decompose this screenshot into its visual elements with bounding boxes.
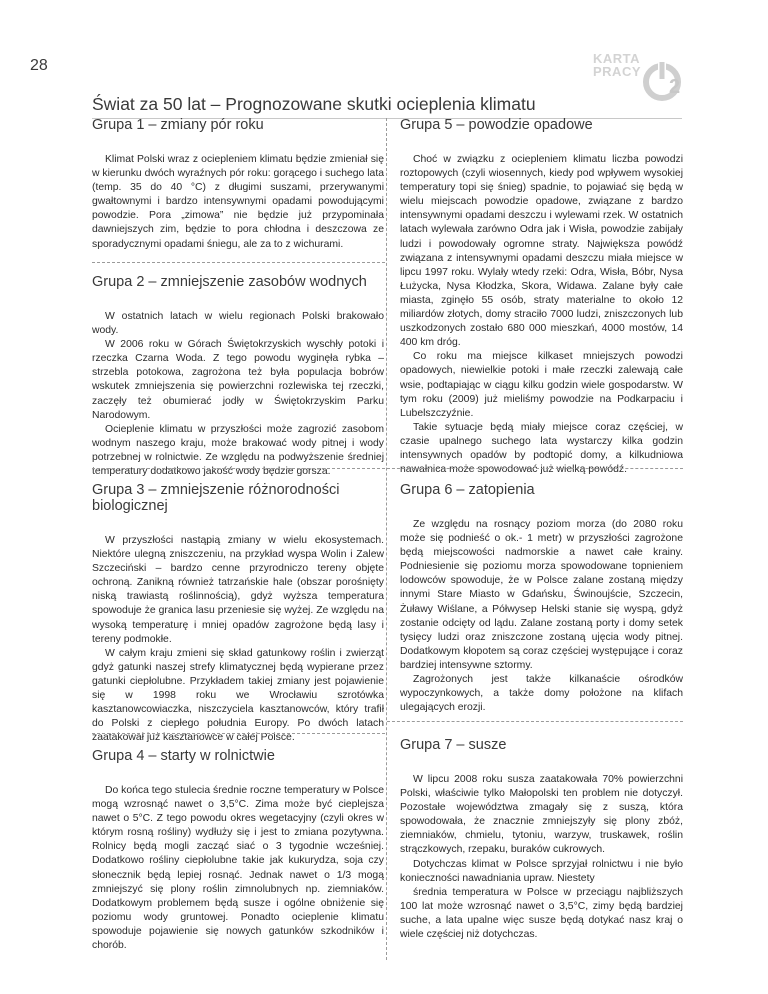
section-group-7: [400, 737, 683, 942]
section-body: [400, 518, 683, 715]
section-body: [400, 153, 683, 477]
section-title: Grupa 1 – zmiany pór roku: [92, 117, 264, 133]
section-group-5: [400, 117, 683, 477]
section-group-4: [92, 748, 384, 953]
section-separator: [387, 468, 683, 469]
column-divider: [386, 118, 387, 960]
section-body: [92, 534, 384, 745]
section-separator: [387, 721, 683, 722]
paragraph: W przyszłości nastąpią zmiany w wielu ekosystemach. Niektóre ulegną zniszczeniu, na przykład wyspa Wolin i Zalew Szczeciński – bardzo cenne przyrodniczo tereny objęte ochroną. Zanikną również tatrzańskie hale (obszar porośnięty niską trawiastą roślinnością), gdyż wyższa temperatura spowoduje że granica lasu przeniesie się wyżej. Ze względu na wysoką temperaturę i mniej opadów zagrożone będą lasy i tereny podmokłe.: [92, 535, 384, 645]
section-title: Grupa 4 – starty w rolnictwie: [92, 748, 275, 764]
paragraph: Zagrożonych jest także kilkanaście ośrodków wypoczynkowych, a także domy położone na klifach ulegających erozji.: [400, 674, 683, 714]
badge-number: 2: [669, 76, 681, 98]
section-title: Grupa 6 – zatopienia: [400, 482, 535, 498]
badge-label: [593, 52, 641, 78]
section-group-2: [92, 274, 384, 479]
section-group-1: [92, 117, 384, 252]
section-body: [92, 784, 384, 953]
paragraph: Choć w związku z ociepleniem klimatu liczba powodzi roztopowych (czyli wiosennych, kiedy pod wpływem wysokiej temperatury topi się śnieg) spadnie, to pojawiać się będą w wielu miejscach powodzie opadowe, związane z bardzo intensywnymi opadami deszczu i wylewami rzek. W ostatnich latach wylewała zarówno Odra jak i Wisła, powodzie zabijały ludzi i powodowały ogromne straty. Największa powódź związana z intensywnymi opadami deszczu miała miejsce w lipcu 1997 roku. Wylały wtedy rzeki: Odra, Wisła, Bóbr, Nysa Łużycka, Nysa Kłodzka, Skora, Widawa. Zalane były całe miasta, zginęło 55 osób, straty materialne to około 12 miliardów złotych, domy straciło 7000 ludzi, zniszczonych lub uszkodzonych zostało 680 000 mieszkań, 4000 mostów, 14 400 km dróg.: [400, 154, 683, 349]
section-body: [92, 153, 384, 252]
paragraph: W lipcu 2008 roku susza zaatakowała 70% powierzchni Polski, właściwie tylko Małopolski ten problem nie dotyczył. Pozostałe województwa zmagały się z suszą, która spowodowała, że znacznie zmniejszyły się plony zbóż, ziemniaków, chmielu, tytoniu, warzyw, truskawek, roślin strączkowych, rzepaku, buraków cukrowych.: [400, 774, 683, 856]
paragraph: Dotychczas klimat w Polsce sprzyjał rolnictwu i nie było konieczności nawadniania upraw. Niestety: [400, 858, 683, 884]
paragraph: W ostatnich latach w wielu regionach Polski brakowało wody.: [92, 311, 384, 337]
section-body: [400, 773, 683, 942]
section-group-6: [400, 482, 683, 715]
paragraph: Takie sytuacje będą miały miejsce coraz częściej, w czasie upalnego suchego lata wystarczy kilka godzin intensywnych opadów by podtopić domy, a kilkudniowa nawałnica może spowodować już wielką powódź.: [400, 421, 683, 476]
section-separator: [92, 262, 385, 263]
paragraph: W 2006 roku w Górach Świętokrzyskich wyschły potoki i rzeczka Czarna Woda. Z tego powodu wyginęła rybka – strzebla potokowa, zagrożona też była populacja bobrów wskutek zmniejszenia się powierzchni rozlewiska tej rzeczki, zaczęły też obumierać jodły w Świętokrzyskim Parku Narodowym.: [92, 339, 384, 421]
section-title: Grupa 7 – susze: [400, 737, 507, 753]
badge-line1: KARTA: [593, 51, 641, 66]
section-title: Grupa 5 – powodzie opadowe: [400, 117, 593, 133]
section-body: [92, 310, 384, 479]
paragraph: Co roku ma miejsce kilkaset mniejszych powodzi opadowych, niewielkie potoki i małe rzeczki zalewają całe wsie, podtapiając w ciągu kilku godzin wiele gospodarstw. W tym roku (2009) już mieliśmy powodzie na Podkarpaciu i Lubelszczyźnie.: [400, 351, 683, 419]
paragraph: Do końca tego stulecia średnie roczne temperatury w Polsce mogą wzrosnąć nawet o 3,5°C. Zima może być cieplejsza nawet o 5°C. Z tego powodu okres wegetacyjny (czyli okres w którym rosną rośliny) wydłuży się i jest to zmiana pozytywna. Rolnicy będą mogli zacząć siać o 3 tygodnie wcześniej. Dodatkowo rośliny ciepłolubne takie jak kukurydza, soja czy słonecznik będą lepiej rosnąć. Jednak nawet o 1/3 mogą zmniejszyć się plony roślin zimnolubnych np. ziemniaków. Dodatkowym problemem będą susze i ogólne obniżenie się poziomu wody gruntowej. Ponadto ocieplenie klimatu spowoduje pojawienie się nowych gatunków szkodników i chorób.: [92, 785, 384, 952]
worksheet-badge: [593, 48, 689, 104]
badge-line2: PRACY: [593, 64, 642, 79]
section-group-3: [92, 482, 384, 745]
paragraph: Ze względu na rosnący poziom morza (do 2080 roku może się podnieść o ok.- 1 metr) w przyszłości zagrożone będą miejscowości nadmorskie a nawet całe krainy. Podniesienie się poziomu morza spowodowane topnieniem lodowców spowoduje, że w Polsce zalane zostaną między innymi Stare Miasto w Gdańsku, Świnoujście, Szczecin, Żuławy Wiślane, a Półwysep Helski stanie się wyspą, gdyż zostanie odcięty od lądu. Zalane zostaną porty i domy setek tysięcy ludzi oraz zniszczone zostaną ujęcia wody pitnej. Dodatkowym kłopotem są coraz częściej występujące i coraz bardziej intensywne sztormy.: [400, 519, 683, 671]
section-separator: [92, 733, 385, 734]
paragraph: Ocieplenie klimatu w przyszłości może zagrozić zasobom wodnym naszego kraju, może brakować wody pitnej i wody potrzebnej w rolnictwie. Ze względu na podwyższenie średniej temperatury dodatkowo jakość wody będzie gorsza.: [92, 423, 384, 478]
section-separator: [92, 468, 385, 469]
section-title: Grupa 3 – zmniejszenie różnorodności biologicznej: [92, 482, 340, 514]
paragraph: średnia temperatura w Polsce w przeciągu najbliższych 100 lat może wzrosnąć nawet o 3,5°C, zimy będą bardziej suche, a lata upalne więc susze będą dotykać nasz kraj o wiele częściej niż dotychczas.: [400, 886, 683, 941]
paragraph: Klimat Polski wraz z ociepleniem klimatu będzie zmieniał się w kierunku dwóch wyraźnych pór roku: gorącego i suchego lata (temp. 35 do 40 °C) z długimi suszami, przerywanymi gwałtownymi i bardzo intensywnymi opadami powodującymi powodzie. Pora „zimowa” nie będzie już przypominała dawniejszych zim, będzie to pora chłodna i deszczowa ze sporadycznymi opadami śniegu, ale za to z wichurami.: [92, 154, 384, 250]
paragraph: W całym kraju zmieni się skład gatunkowy roślin i zwierząt gdyż gatunki naszej strefy klimatycznej będą wypierane przez gatunki ciepłolubne. Przykładem takiej zmiany jest pojawienie się w 1998 roku we Wrocławiu szrotówka kasztanowcowiaczka, niszczyciela kasztanowców, który trafił do Polski z ciepłego południa Europy. Po dwóch latach zaatakował już kasztanowce w całej Polsce.: [92, 647, 384, 744]
page-title: Świat za 50 lat – Prognozowane skutki ocieplenia klimatu: [92, 94, 536, 114]
section-title: Grupa 2 – zmniejszenie zasobów wodnych: [92, 274, 367, 290]
page-number: 28: [30, 57, 48, 74]
